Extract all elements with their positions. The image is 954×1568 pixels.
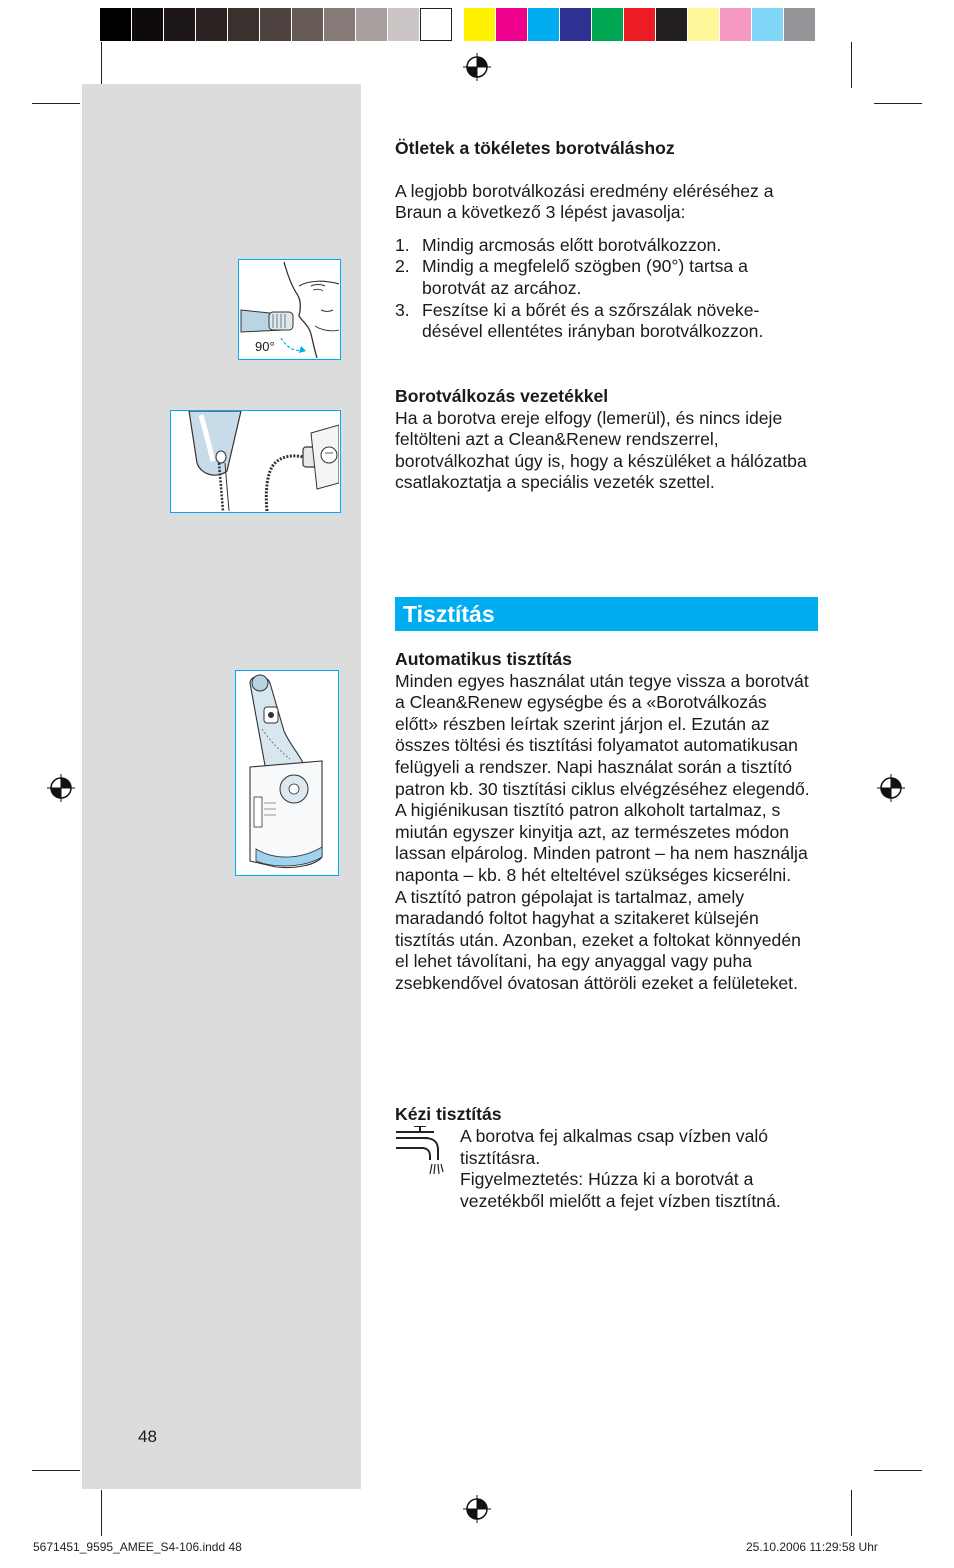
figure-clean-renew-station — [235, 670, 339, 876]
automatic-cleaning-section — [395, 649, 810, 995]
gray-swatch — [260, 8, 292, 41]
color-swatch — [688, 8, 720, 41]
color-swatch — [496, 8, 528, 41]
registration-mark-icon — [47, 774, 75, 802]
footer-timestamp: 25.10.2006 11:29:58 Uhr — [746, 1540, 878, 1554]
crop-mark — [874, 1470, 922, 1471]
paragraph: Minden egyes használat után tegye vissza a borotvát a Clean&Renew egységbe és a «Borotválkozás előtt» részben leírtak szerint járjon el. Ezután az összes töltési és tisztítási folyamatot automatikusan felügyeli a rendszer. Napi használat során a tisztító patron kb. 30 tisztítási ciklus elvégzéséhez elegendő. A higiénikusan tisztító patron alkoholt tartalmaz, s miután egyszer kinyitja azt, az természetes módon lassan elpárolog. Minden patront – ha nem használja naponta – kb. 8 hét elteltével szükséges kicserélni. — [395, 670, 810, 885]
manual-cleaning-text — [460, 1126, 820, 1212]
color-swatch — [624, 8, 656, 41]
crop-mark — [874, 103, 922, 104]
color-swatch — [560, 8, 592, 41]
crop-mark — [32, 103, 80, 104]
steps-list — [395, 235, 815, 343]
color-swatch — [656, 8, 688, 41]
face-shaving-illustration-icon — [239, 260, 339, 358]
gray-swatch — [100, 8, 132, 41]
paragraph: Ha a borotva ereje elfogy (lemerül), és nincs ideje feltölteni azt a Clean&Renew rendszerrel, borotválkozhat úgy is, hogy a készüléket a hálózatba csatlakoztatja a speciális vezeték szettel. — [395, 407, 807, 493]
registration-mark-icon — [877, 774, 905, 802]
gray-swatch — [132, 8, 164, 41]
gray-swatch — [356, 8, 388, 41]
color-swatch — [464, 8, 496, 41]
gray-swatch — [164, 8, 196, 41]
clean-renew-station-illustration-icon — [236, 671, 337, 874]
section-title: Kézi tisztítás — [395, 1104, 502, 1124]
angle-label: 90° — [255, 339, 275, 354]
crop-mark — [32, 1470, 80, 1471]
list-item: 3. Feszítse ki a bőrét és a szőrszálak növeke-désével ellentétes irányban borotválkozzon. — [395, 299, 764, 342]
registration-mark-icon — [463, 53, 491, 81]
paragraph: Figyelmeztetés: Húzza ki a borotvát a vezetékből mielőtt a fejet vízben tisztítná. — [460, 1169, 781, 1211]
footer-file-info: 5671451_9595_AMEE_S4-106.indd 48 — [33, 1540, 242, 1554]
gray-swatch — [228, 8, 260, 41]
section-title: Automatikus tisztítás — [395, 649, 572, 669]
page-number: 48 — [138, 1427, 157, 1446]
tips-section — [395, 138, 825, 343]
gray-swatch — [324, 8, 356, 41]
gray-swatch — [196, 8, 228, 41]
section-heading-bar — [395, 597, 818, 631]
crop-mark — [101, 1490, 102, 1536]
crop-mark — [851, 1490, 852, 1536]
crop-mark — [851, 42, 852, 88]
registration-mark-icon — [463, 1495, 491, 1523]
figure-corded-shaving — [170, 410, 341, 513]
section-title: Ötletek a tökéletes borotváláshoz — [395, 138, 675, 158]
list-item: 1. Mindig arcmosás előtt borotválkozzon. — [395, 234, 722, 255]
gray-swatch — [420, 8, 452, 41]
color-calibration-bar — [100, 8, 816, 41]
crop-mark — [101, 42, 102, 88]
gray-swatch — [292, 8, 324, 41]
swatch-gap — [452, 8, 464, 41]
color-swatch — [784, 8, 816, 41]
section-heading: Tisztítás — [403, 601, 495, 627]
gray-swatch — [388, 8, 420, 41]
paragraph: A tisztító patron gépolajat is tartalmaz, amely maradandó foltot hagyhat a szitakeret külsején tisztítás után. Azonban, ezeket a foltokat könnyedén el lehet távolítani, ha egy anyaggal vagy puha zsebkendővel óvatosan áttöröli ezeket a felületeket. — [395, 886, 801, 993]
color-swatch — [592, 8, 624, 41]
manual-cleaning-section — [395, 1104, 825, 1126]
corded-shaving-section — [395, 386, 815, 494]
color-swatch — [720, 8, 752, 41]
shaver-with-cord-illustration-icon — [171, 411, 339, 511]
water-tap-icon — [394, 1126, 446, 1176]
figure-shaving-angle — [238, 259, 341, 360]
section-title: Borotválkozás vezetékkel — [395, 386, 609, 406]
color-swatch — [528, 8, 560, 41]
list-item: 2. Mindig a megfelelő szögben (90°) tartsa a borotvát az arcához. — [395, 256, 748, 298]
color-swatch — [752, 8, 784, 41]
paragraph: A borotva fej alkalmas csap vízben való tisztításra. — [460, 1126, 769, 1168]
paragraph: A legjobb borotválkozási eredmény eléréséhez a Braun a következő 3 lépést javasolja: — [395, 180, 774, 223]
